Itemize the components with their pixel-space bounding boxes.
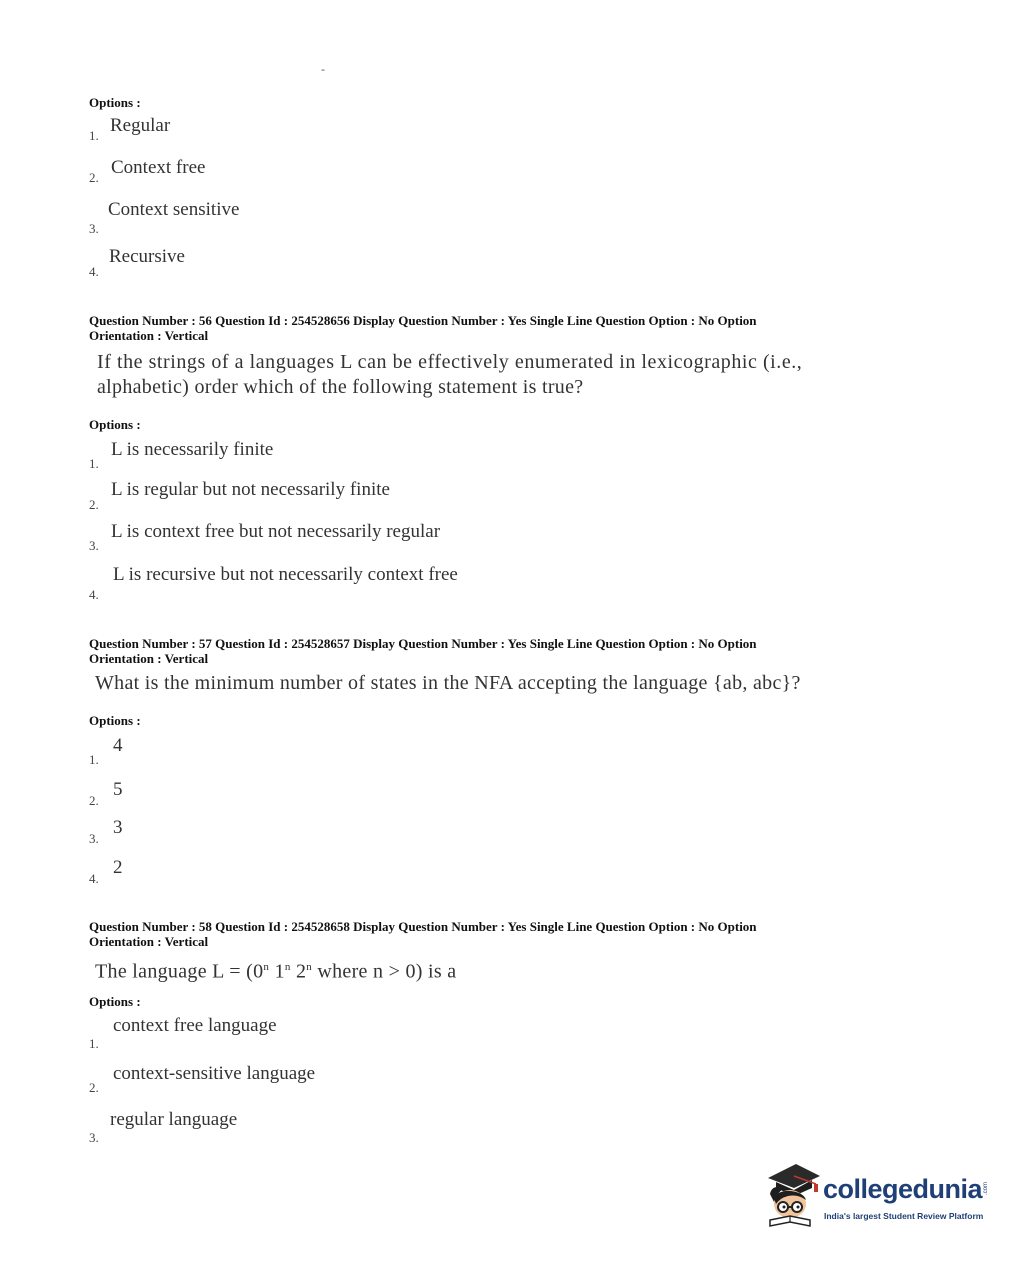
option-number: 3.: [89, 831, 99, 846]
question-meta: Question Number : 56 Question Id : 254528656 Display Question Number : Yes Single Line Question Option : No Option: [89, 313, 757, 328]
option-number: 1.: [89, 128, 99, 143]
option-text: L is necessarily finite: [111, 439, 274, 460]
options-label: Options :: [89, 417, 141, 432]
option-text: 2: [113, 857, 123, 878]
option-text: 3: [113, 817, 123, 838]
option-number: 2.: [89, 497, 99, 512]
option-text: Context sensitive: [108, 199, 240, 220]
options-label: Options :: [89, 713, 141, 728]
option-text: context-sensitive language: [113, 1063, 316, 1084]
question-meta-orientation: Orientation : Vertical: [89, 328, 209, 343]
collegedunia-logo: [762, 1160, 992, 1232]
option-text: L is context free but not necessarily regular: [111, 521, 441, 542]
option-text: 4: [113, 735, 123, 756]
question-text: alphabetic) order which of the following statement is true?: [97, 376, 584, 398]
option-number: 4.: [89, 264, 99, 279]
student-mascot-icon: [762, 1160, 824, 1232]
options-label: Options :: [89, 994, 141, 1009]
option-number: 2.: [89, 793, 99, 808]
option-text: regular language: [110, 1109, 238, 1130]
question-meta-orientation: Orientation : Vertical: [89, 934, 209, 949]
question-meta: Question Number : 57 Question Id : 254528657 Display Question Number : Yes Single Line Question Option : No Option: [89, 636, 757, 651]
logo-com: .com: [983, 1182, 989, 1196]
logo-wordmark: collegedunia: [823, 1174, 983, 1204]
option-text: Regular: [110, 115, 171, 136]
option-number: 3.: [89, 221, 99, 236]
option-text: context free language: [113, 1015, 277, 1036]
option-text: L is recursive but not necessarily context free: [113, 564, 458, 585]
option-number: 4.: [89, 587, 99, 602]
option-text: 5: [113, 779, 123, 800]
option-number: 3.: [89, 538, 99, 553]
option-text: Recursive: [109, 246, 185, 267]
option-text: L is regular but not necessarily finite: [111, 479, 390, 500]
option-number: 2.: [89, 1080, 99, 1095]
question-text: What is the minimum number of states in the NFA accepting the language {ab, abc}?: [95, 672, 801, 694]
logo-tagline: India's largest Student Review Platform: [824, 1211, 984, 1221]
question-text: The language $L = (0^n$ 1$^n$ 2$^n$ where n > 0) is a: [95, 960, 457, 983]
option-number: 3.: [89, 1130, 99, 1145]
option-number: 1.: [89, 456, 99, 471]
option-number: 2.: [89, 170, 99, 185]
option-number: 1.: [89, 1036, 99, 1051]
question-meta-orientation: Orientation : Vertical: [89, 651, 209, 666]
question-text: If the strings of a languages L can be effectively enumerated in lexicographic (i.e.,: [97, 351, 803, 373]
options-label: Options :: [89, 95, 141, 110]
option-text: Context free: [111, 157, 206, 178]
option-number: 1.: [89, 752, 99, 767]
page-mark: -: [321, 62, 325, 76]
option-number: 4.: [89, 871, 99, 886]
question-meta: Question Number : 58 Question Id : 254528658 Display Question Number : Yes Single Line Question Option : No Option: [89, 919, 757, 934]
